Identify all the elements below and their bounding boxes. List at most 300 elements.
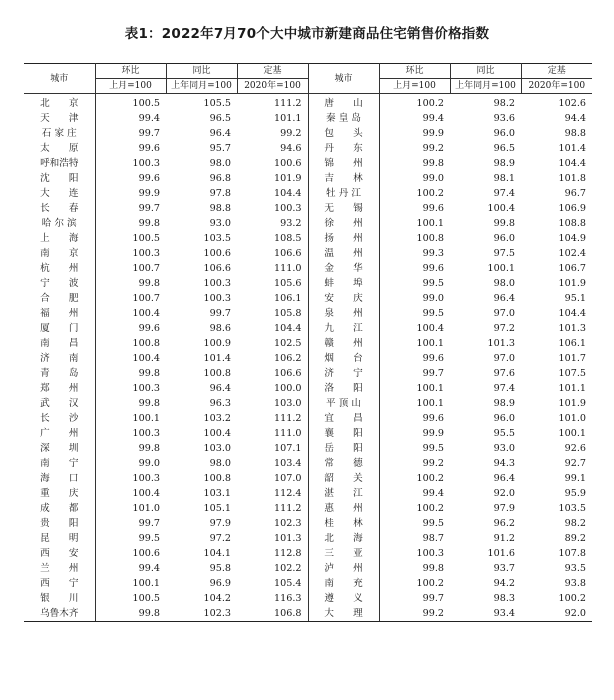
cell-yoy-right: 93.4 bbox=[450, 606, 521, 622]
cell-yoy-left: 98.6 bbox=[209, 323, 231, 334]
table-row bbox=[24, 396, 592, 411]
cell-fixed-right: 108.8 bbox=[558, 218, 586, 229]
cell-fixed-left: 101.9 bbox=[237, 171, 308, 186]
cell-fixed-right: 101.1 bbox=[558, 383, 586, 394]
cell-yoy-left: 95.8 bbox=[209, 563, 231, 574]
cell-city-right: 北 海 bbox=[308, 531, 379, 546]
table-row bbox=[24, 576, 592, 591]
table-row bbox=[24, 591, 592, 606]
cell-fixed-right: 101.7 bbox=[558, 353, 586, 364]
table-row bbox=[24, 141, 592, 156]
cell-city-right: 蚌 埠 bbox=[308, 276, 379, 291]
cell-mom-left: 100.5 bbox=[132, 233, 160, 244]
cell-yoy-left: 100.3 bbox=[203, 278, 231, 289]
cell-yoy-right: 100.4 bbox=[487, 203, 515, 214]
cell-city-left: 西 安 bbox=[24, 546, 95, 561]
cell-mom-left: 99.4 bbox=[138, 113, 160, 124]
cell-yoy-left: 106.6 bbox=[203, 263, 231, 274]
cell-fixed-left: 102.5 bbox=[237, 336, 308, 351]
cell-city-left: 呼和浩特 bbox=[24, 156, 95, 171]
cell-yoy-right: 96.4 bbox=[493, 293, 515, 304]
cell-yoy-right: 93.6 bbox=[493, 113, 515, 124]
cell-fixed-left: 106.6 bbox=[237, 246, 308, 261]
cell-mom-right: 99.8 bbox=[422, 563, 444, 574]
cell-mom-left: 99.5 bbox=[138, 533, 160, 544]
cell-mom-right: 100.2 bbox=[416, 188, 444, 199]
cell-yoy-left: 98.0 bbox=[209, 158, 231, 169]
cell-city-left: 乌鲁木齐 bbox=[24, 606, 95, 622]
cell-yoy-left: 100.8 bbox=[203, 473, 231, 484]
cell-yoy-right: 97.9 bbox=[493, 503, 515, 514]
cell-fixed-right: 101.9 bbox=[558, 278, 586, 289]
cell-yoy-right: 97.2 bbox=[493, 323, 515, 334]
table-row bbox=[24, 94, 592, 112]
cell-yoy-left: 96.3 bbox=[209, 398, 231, 409]
cell-yoy-right: 99.8 bbox=[493, 218, 515, 229]
cell-yoy-right: 97.4 bbox=[493, 383, 515, 394]
cell-city-left: 北 京 bbox=[24, 94, 95, 112]
cell-fixed-right: 104.9 bbox=[558, 233, 586, 244]
cell-city-right: 常 德 bbox=[308, 456, 379, 471]
table-row bbox=[24, 246, 592, 261]
cell-yoy-right: 97.0 bbox=[493, 353, 515, 364]
cell-mom-right: 99.5 bbox=[422, 518, 444, 529]
cell-fixed-right: 103.5 bbox=[558, 503, 586, 514]
cell-city-right: 平 顶 山 bbox=[308, 396, 379, 411]
cell-city-left: 广 州 bbox=[24, 426, 95, 441]
table-row bbox=[24, 531, 592, 546]
table-row bbox=[24, 486, 592, 501]
table-row bbox=[24, 171, 592, 186]
cell-fixed-right: 101.9 bbox=[558, 398, 586, 409]
cell-fixed-right: 101.0 bbox=[558, 413, 586, 424]
cell-city-right: 惠 州 bbox=[308, 501, 379, 516]
table-row bbox=[24, 471, 592, 486]
cell-yoy-left: 104.1 bbox=[203, 548, 231, 559]
col-sub-mom-left: 上月=100 bbox=[95, 79, 166, 94]
cell-mom-left: 99.6 bbox=[138, 323, 160, 334]
cell-mom-right: 99.4 bbox=[422, 113, 444, 124]
cell-yoy-left: 93.0 bbox=[209, 218, 231, 229]
cell-mom-left: 100.4 bbox=[132, 308, 160, 319]
col-header-fixed-right: 定基 bbox=[521, 64, 592, 79]
cell-city-right: 包 头 bbox=[308, 126, 379, 141]
cell-yoy-left: 96.5 bbox=[209, 113, 231, 124]
table-row bbox=[24, 111, 592, 126]
cell-city-left: 沈 阳 bbox=[24, 171, 95, 186]
cell-city-left: 昆 明 bbox=[24, 531, 95, 546]
table-row bbox=[24, 291, 592, 306]
cell-city-right: 徐 州 bbox=[308, 216, 379, 231]
table-row bbox=[24, 306, 592, 321]
cell-city-left: 郑 州 bbox=[24, 381, 95, 396]
cell-fixed-left: 102.2 bbox=[237, 561, 308, 576]
cell-mom-right: 99.6 bbox=[422, 263, 444, 274]
cell-mom-right: 99.9 bbox=[422, 428, 444, 439]
cell-fixed-left: 107.1 bbox=[237, 441, 308, 456]
cell-city-left: 西 宁 bbox=[24, 576, 95, 591]
cell-mom-right: 99.2 bbox=[422, 143, 444, 154]
cell-fixed-left: 101.3 bbox=[237, 531, 308, 546]
col-header-fixed-left: 定基 bbox=[237, 64, 308, 79]
table-row bbox=[24, 381, 592, 396]
cell-mom-left: 100.4 bbox=[132, 488, 160, 499]
cell-yoy-left: 96.9 bbox=[209, 578, 231, 589]
cell-fixed-left: 111.2 bbox=[237, 501, 308, 516]
cell-yoy-left: 100.4 bbox=[203, 428, 231, 439]
cell-city-right: 宜 昌 bbox=[308, 411, 379, 426]
cell-city-right: 扬 州 bbox=[308, 231, 379, 246]
table-row bbox=[24, 546, 592, 561]
cell-fixed-right: 92.6 bbox=[564, 443, 586, 454]
cell-fixed-right: 107.8 bbox=[558, 548, 586, 559]
cell-fixed-left: 94.6 bbox=[237, 141, 308, 156]
cell-city-right: 无 锡 bbox=[308, 201, 379, 216]
cell-mom-right: 99.9 bbox=[422, 128, 444, 139]
cell-fixed-left: 105.8 bbox=[237, 306, 308, 321]
cell-city-right: 岳 阳 bbox=[308, 441, 379, 456]
price-index-table bbox=[24, 63, 592, 622]
cell-yoy-right: 98.9 bbox=[493, 398, 515, 409]
cell-mom-right: 99.5 bbox=[422, 308, 444, 319]
cell-city-left: 济 南 bbox=[24, 351, 95, 366]
cell-fixed-left: 105.6 bbox=[237, 276, 308, 291]
cell-yoy-left: 97.2 bbox=[209, 533, 231, 544]
cell-city-right: 锦 州 bbox=[308, 156, 379, 171]
cell-city-left: 银 川 bbox=[24, 591, 95, 606]
cell-city-right: 泉 州 bbox=[308, 306, 379, 321]
cell-yoy-left: 96.8 bbox=[209, 173, 231, 184]
cell-yoy-right: 100.1 bbox=[487, 263, 515, 274]
cell-city-right: 温 州 bbox=[308, 246, 379, 261]
cell-mom-left: 100.5 bbox=[132, 593, 160, 604]
cell-mom-left: 100.6 bbox=[132, 548, 160, 559]
cell-mom-left: 99.6 bbox=[138, 143, 160, 154]
cell-city-left: 南 昌 bbox=[24, 336, 95, 351]
cell-city-left: 兰 州 bbox=[24, 561, 95, 576]
cell-city-right: 金 华 bbox=[308, 261, 379, 276]
cell-city-left: 长 沙 bbox=[24, 411, 95, 426]
cell-fixed-right: 89.2 bbox=[564, 533, 586, 544]
cell-yoy-right: 98.3 bbox=[493, 593, 515, 604]
cell-fixed-right: 101.8 bbox=[558, 173, 586, 184]
cell-mom-left: 99.7 bbox=[138, 128, 160, 139]
cell-fixed-left: 100.0 bbox=[237, 381, 308, 396]
cell-yoy-left: 101.4 bbox=[203, 353, 231, 364]
table-row bbox=[24, 201, 592, 216]
cell-fixed-right: 98.8 bbox=[564, 128, 586, 139]
cell-mom-left: 99.8 bbox=[138, 218, 160, 229]
cell-yoy-right: 96.0 bbox=[493, 233, 515, 244]
cell-fixed-left: 112.8 bbox=[237, 546, 308, 561]
cell-mom-right: 100.1 bbox=[416, 218, 444, 229]
cell-yoy-right: 96.0 bbox=[493, 128, 515, 139]
cell-city-right: 吉 林 bbox=[308, 171, 379, 186]
header-row-top bbox=[24, 64, 592, 79]
cell-mom-left: 99.7 bbox=[138, 518, 160, 529]
col-sub-yoy-right: 上年同月=100 bbox=[450, 79, 521, 94]
cell-fixed-left: 105.4 bbox=[237, 576, 308, 591]
cell-yoy-right: 101.6 bbox=[487, 548, 515, 559]
cell-city-left: 福 州 bbox=[24, 306, 95, 321]
cell-mom-right: 99.0 bbox=[422, 173, 444, 184]
cell-fixed-right: 101.4 bbox=[558, 143, 586, 154]
cell-yoy-right: 92.0 bbox=[493, 488, 515, 499]
table-row bbox=[24, 126, 592, 141]
col-header-yoy-right: 同比 bbox=[450, 64, 521, 79]
table-row bbox=[24, 156, 592, 171]
cell-city-right: 韶 关 bbox=[308, 471, 379, 486]
cell-mom-left: 100.1 bbox=[132, 413, 160, 424]
cell-mom-left: 100.7 bbox=[132, 293, 160, 304]
cell-yoy-left: 103.2 bbox=[203, 413, 231, 424]
cell-yoy-left: 102.3 bbox=[166, 606, 237, 622]
cell-city-right: 南 充 bbox=[308, 576, 379, 591]
cell-mom-left: 100.5 bbox=[132, 98, 160, 109]
cell-mom-left: 99.9 bbox=[138, 188, 160, 199]
cell-mom-right: 100.1 bbox=[416, 398, 444, 409]
cell-mom-left: 100.3 bbox=[132, 158, 160, 169]
cell-mom-left: 100.3 bbox=[132, 383, 160, 394]
table-row bbox=[24, 261, 592, 276]
col-sub-mom-right: 上月=100 bbox=[379, 79, 450, 94]
cell-mom-right: 100.2 bbox=[416, 503, 444, 514]
cell-fixed-left: 111.0 bbox=[237, 426, 308, 441]
cell-fixed-left: 107.0 bbox=[237, 471, 308, 486]
cell-city-left: 天 津 bbox=[24, 111, 95, 126]
cell-yoy-left: 100.8 bbox=[203, 368, 231, 379]
cell-fixed-right: 106.9 bbox=[558, 203, 586, 214]
cell-city-left: 哈 尔 滨 bbox=[24, 216, 95, 231]
cell-city-right: 襄 阳 bbox=[308, 426, 379, 441]
cell-city-right: 遵 义 bbox=[308, 591, 379, 606]
cell-mom-right: 99.0 bbox=[422, 293, 444, 304]
cell-city-right: 九 江 bbox=[308, 321, 379, 336]
cell-mom-right: 100.4 bbox=[416, 323, 444, 334]
cell-mom-left: 101.0 bbox=[132, 503, 160, 514]
cell-yoy-right: 96.0 bbox=[493, 413, 515, 424]
table-row bbox=[24, 336, 592, 351]
cell-yoy-left: 98.8 bbox=[209, 203, 231, 214]
cell-fixed-right: 102.4 bbox=[558, 248, 586, 259]
cell-mom-right: 99.6 bbox=[422, 203, 444, 214]
cell-fixed-right: 101.3 bbox=[558, 323, 586, 334]
cell-yoy-right: 94.3 bbox=[493, 458, 515, 469]
cell-fixed-left: 101.1 bbox=[237, 111, 308, 126]
cell-mom-right: 100.1 bbox=[416, 338, 444, 349]
cell-yoy-left: 100.6 bbox=[203, 248, 231, 259]
cell-yoy-left: 105.5 bbox=[203, 98, 231, 109]
cell-fixed-right: 104.4 bbox=[558, 308, 586, 319]
table-row bbox=[24, 426, 592, 441]
cell-city-left: 合 肥 bbox=[24, 291, 95, 306]
cell-fixed-right: 104.4 bbox=[558, 158, 586, 169]
cell-mom-right: 99.2 bbox=[379, 606, 450, 622]
cell-fixed-right: 95.1 bbox=[564, 293, 586, 304]
cell-mom-left: 100.3 bbox=[132, 428, 160, 439]
cell-yoy-left: 97.8 bbox=[209, 188, 231, 199]
cell-city-left: 武 汉 bbox=[24, 396, 95, 411]
cell-city-left: 海 口 bbox=[24, 471, 95, 486]
table-body bbox=[24, 94, 592, 622]
cell-yoy-left: 98.0 bbox=[209, 458, 231, 469]
cell-city-left: 重 庆 bbox=[24, 486, 95, 501]
cell-yoy-right: 97.4 bbox=[493, 188, 515, 199]
cell-city-right: 湛 江 bbox=[308, 486, 379, 501]
cell-yoy-right: 95.5 bbox=[493, 428, 515, 439]
cell-mom-left: 99.8 bbox=[138, 398, 160, 409]
cell-mom-right: 99.8 bbox=[422, 158, 444, 169]
cell-city-left: 长 春 bbox=[24, 201, 95, 216]
table-title: 表1：2022年7月70个大中城市新建商品住宅销售价格指数 bbox=[124, 26, 490, 42]
col-sub-fixed-left: 2020年=100 bbox=[237, 79, 308, 94]
cell-yoy-left: 100.3 bbox=[203, 293, 231, 304]
col-header-yoy-left: 同比 bbox=[166, 64, 237, 79]
cell-city-left: 贵 阳 bbox=[24, 516, 95, 531]
cell-yoy-left: 104.2 bbox=[203, 593, 231, 604]
cell-yoy-left: 99.7 bbox=[209, 308, 231, 319]
cell-yoy-right: 97.6 bbox=[493, 368, 515, 379]
table-row bbox=[24, 276, 592, 291]
cell-city-left: 宁 波 bbox=[24, 276, 95, 291]
cell-city-left: 石 家 庄 bbox=[24, 126, 95, 141]
cell-fixed-right: 95.9 bbox=[564, 488, 586, 499]
cell-fixed-left: 102.3 bbox=[237, 516, 308, 531]
table-row bbox=[24, 411, 592, 426]
cell-mom-left: 99.8 bbox=[138, 443, 160, 454]
cell-fixed-left: 111.2 bbox=[237, 411, 308, 426]
cell-fixed-right: 94.4 bbox=[564, 113, 586, 124]
cell-mom-right: 99.7 bbox=[422, 593, 444, 604]
col-header-mom-right: 环比 bbox=[379, 64, 450, 79]
cell-mom-left: 99.6 bbox=[138, 173, 160, 184]
cell-fixed-right: 102.6 bbox=[558, 98, 586, 109]
cell-city-left: 南 宁 bbox=[24, 456, 95, 471]
table-row bbox=[24, 516, 592, 531]
cell-fixed-left: 104.4 bbox=[237, 186, 308, 201]
cell-yoy-right: 98.1 bbox=[493, 173, 515, 184]
cell-mom-left: 99.0 bbox=[138, 458, 160, 469]
cell-fixed-right: 100.2 bbox=[558, 593, 586, 604]
col-header-city-right: 城市 bbox=[308, 64, 379, 94]
cell-fixed-left: 103.0 bbox=[237, 396, 308, 411]
col-header-city-left: 城市 bbox=[24, 64, 95, 94]
cell-yoy-right: 94.2 bbox=[493, 578, 515, 589]
cell-city-left: 杭 州 bbox=[24, 261, 95, 276]
cell-fixed-right: 99.1 bbox=[564, 473, 586, 484]
cell-city-left: 青 岛 bbox=[24, 366, 95, 381]
cell-city-left: 深 圳 bbox=[24, 441, 95, 456]
cell-fixed-left: 111.0 bbox=[237, 261, 308, 276]
cell-mom-left: 99.8 bbox=[138, 278, 160, 289]
cell-yoy-right: 97.0 bbox=[493, 308, 515, 319]
cell-fixed-left: 99.2 bbox=[237, 126, 308, 141]
table-row bbox=[24, 441, 592, 456]
cell-mom-right: 100.1 bbox=[416, 383, 444, 394]
cell-city-right: 泸 州 bbox=[308, 561, 379, 576]
cell-city-right: 洛 阳 bbox=[308, 381, 379, 396]
cell-fixed-left: 103.4 bbox=[237, 456, 308, 471]
cell-yoy-left: 103.5 bbox=[203, 233, 231, 244]
cell-yoy-right: 98.9 bbox=[493, 158, 515, 169]
col-sub-yoy-left: 上年同月=100 bbox=[166, 79, 237, 94]
cell-city-left: 成 都 bbox=[24, 501, 95, 516]
cell-mom-right: 100.2 bbox=[416, 578, 444, 589]
cell-mom-right: 99.7 bbox=[422, 368, 444, 379]
cell-yoy-right: 96.2 bbox=[493, 518, 515, 529]
cell-yoy-right: 98.2 bbox=[493, 98, 515, 109]
cell-yoy-left: 97.9 bbox=[209, 518, 231, 529]
cell-mom-right: 100.2 bbox=[416, 473, 444, 484]
cell-yoy-left: 100.9 bbox=[203, 338, 231, 349]
cell-mom-right: 100.8 bbox=[416, 233, 444, 244]
cell-city-right: 秦 皇 岛 bbox=[308, 111, 379, 126]
cell-fixed-right: 92.0 bbox=[521, 606, 592, 622]
cell-mom-right: 99.5 bbox=[422, 278, 444, 289]
cell-city-right: 唐 山 bbox=[308, 94, 379, 112]
cell-fixed-left: 106.8 bbox=[237, 606, 308, 622]
cell-city-right: 桂 林 bbox=[308, 516, 379, 531]
cell-yoy-right: 91.2 bbox=[493, 533, 515, 544]
cell-city-right: 济 宁 bbox=[308, 366, 379, 381]
cell-city-left: 厦 门 bbox=[24, 321, 95, 336]
cell-yoy-right: 93.7 bbox=[493, 563, 515, 574]
table-row bbox=[24, 606, 592, 622]
cell-fixed-left: 116.3 bbox=[237, 591, 308, 606]
col-sub-fixed-right: 2020年=100 bbox=[528, 81, 586, 91]
cell-fixed-left: 106.2 bbox=[237, 351, 308, 366]
cell-mom-right: 100.3 bbox=[416, 548, 444, 559]
cell-yoy-left: 105.1 bbox=[203, 503, 231, 514]
cell-mom-right: 100.2 bbox=[416, 98, 444, 109]
cell-city-right: 赣 州 bbox=[308, 336, 379, 351]
cell-mom-left: 100.1 bbox=[132, 578, 160, 589]
cell-yoy-right: 101.3 bbox=[487, 338, 515, 349]
cell-fixed-left: 111.2 bbox=[237, 94, 308, 112]
cell-yoy-right: 96.5 bbox=[493, 143, 515, 154]
cell-yoy-left: 103.0 bbox=[203, 443, 231, 454]
cell-fixed-left: 106.1 bbox=[237, 291, 308, 306]
cell-city-left: 大 连 bbox=[24, 186, 95, 201]
cell-mom-right: 99.4 bbox=[422, 488, 444, 499]
cell-yoy-right: 98.0 bbox=[493, 278, 515, 289]
cell-mom-left: 100.7 bbox=[132, 263, 160, 274]
cell-mom-right: 99.2 bbox=[422, 458, 444, 469]
cell-mom-left: 99.4 bbox=[138, 563, 160, 574]
cell-city-right: 三 亚 bbox=[308, 546, 379, 561]
cell-city-left: 南 京 bbox=[24, 246, 95, 261]
cell-mom-left: 100.3 bbox=[132, 473, 160, 484]
table-row bbox=[24, 366, 592, 381]
table-row bbox=[24, 216, 592, 231]
cell-fixed-left: 93.2 bbox=[237, 216, 308, 231]
cell-fixed-right: 98.2 bbox=[564, 518, 586, 529]
cell-city-right: 牡 丹 江 bbox=[308, 186, 379, 201]
table-row bbox=[24, 351, 592, 366]
table-row bbox=[24, 501, 592, 516]
cell-mom-left: 100.4 bbox=[132, 353, 160, 364]
cell-yoy-right: 93.0 bbox=[493, 443, 515, 454]
cell-fixed-right: 107.5 bbox=[558, 368, 586, 379]
cell-fixed-right: 106.7 bbox=[558, 263, 586, 274]
cell-fixed-left: 100.6 bbox=[237, 156, 308, 171]
table-row bbox=[24, 231, 592, 246]
table-row bbox=[24, 321, 592, 336]
cell-mom-right: 99.3 bbox=[422, 248, 444, 259]
table-row bbox=[24, 561, 592, 576]
cell-fixed-right: 96.7 bbox=[564, 188, 586, 199]
cell-fixed-right: 92.7 bbox=[564, 458, 586, 469]
